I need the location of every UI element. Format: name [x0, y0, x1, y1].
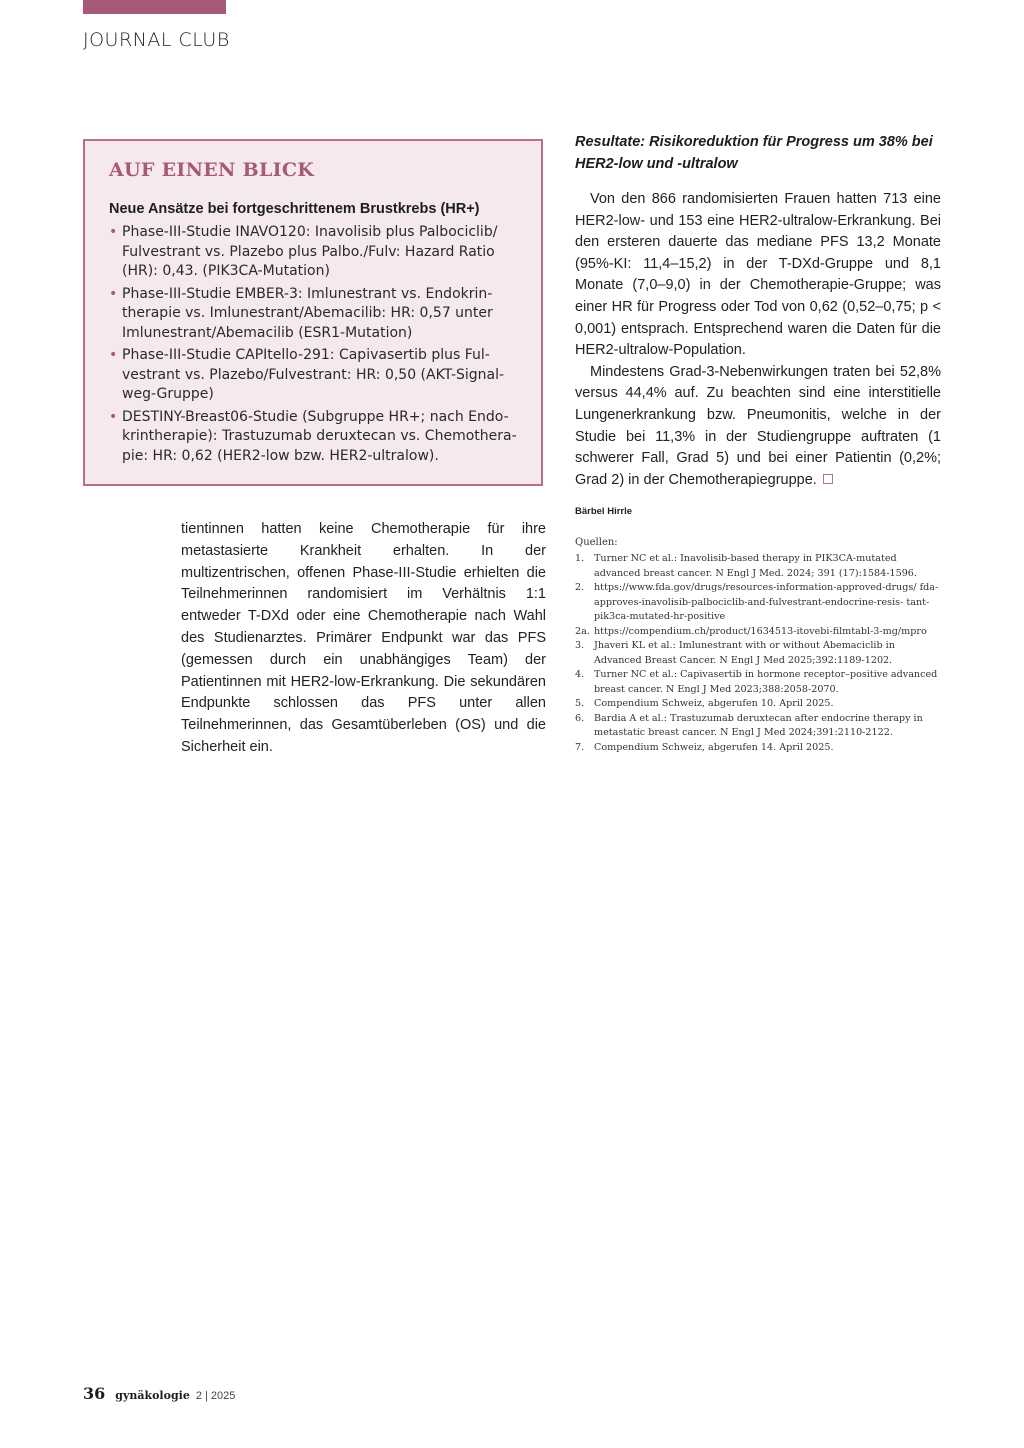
summary-list-item	[109, 408, 519, 467]
reference-number: 6.	[575, 712, 585, 724]
results-paragraph-1: Von den 866 randomisierten Frauen hatten 713 eine HER2-low- und 153 eine HER2-ultralow-Erkrankung. Bei den ersteren dauerte das mediane PFS 13,2 Monate (95%-KI: 11,4–15,2) in der T-DXd-Gruppe und 8,1 Monate (7,0–9,0) in der Chemotherapie-Gruppe; was einer HR für Progress oder Tod von 0,62 (0,52–0,75; p < 0,001) entsprach. Entsprechend waren die Daten für die HER2-ultralow-Population.	[575, 191, 941, 359]
issue-info: 2 | 2025	[195, 1390, 236, 1402]
summary-box	[83, 139, 543, 486]
bullet-icon: •	[109, 347, 118, 363]
results-heading: Resultate: Risikoreduktion für Progress um 38% bei HER2-low und -ultralow	[575, 134, 933, 172]
summary-list-item	[109, 285, 519, 344]
bullet-icon: •	[109, 224, 118, 240]
reference-text: Jhaveri KL et al.: Imlunestrant with or without Abemaciclib in Advanced Breast Cancer. N Engl J Med 2025;392:1189-1202.	[594, 640, 895, 666]
end-square-icon	[823, 474, 833, 484]
reference-text: Turner NC et al.: Capivasertib in hormone receptor–positive advanced breast cancer. N Engl J Med 2023;388:2058-2070.	[594, 669, 938, 695]
reference-item	[575, 741, 941, 756]
summary-item-text: Phase-III-Studie INAVO120: Inavolisib plus Palbociclib/ Fulvestrant vs. Plazebo plus Palbo./Fulv: Hazard Ratio (HR): 0,43. (PIK3CA-Mutation)	[122, 224, 498, 279]
reference-link[interactable]: https://compendium.ch/product/1634513-itovebi-filmtabl-3-mg/mpro	[594, 625, 927, 637]
left-column-text: tientinnen hatten keine Chemotherapie für ihre metastasierte Krankheit erhalten. In der multizentrischen, offenen Phase-III-Studie erhielten die Teilnehmerinnen randomisiert im Verhältnis 1:1 entweder T-DXd oder eine Chemotherapie nach Wahl des Studienarztes. Primärer Endpunkt war das PFS (gemessen durch ein unabhängiges Team) der Patientinnen mit HER2-low-Erkrankung. Die sekundären Endpunkte schlossen das PFS unter allen Teilnehmerinnen, das Gesamtüberleben (OS) und die Sicherheit ein.	[181, 521, 546, 755]
reference-number: 3.	[575, 640, 585, 652]
reference-text: Turner NC et al.: Inavolisib-based therapy in PIK3CA-mutated advanced breast cancer. N Engl J Med. 2024; 391 (17):1584-1596.	[594, 553, 917, 579]
page-number: 36	[83, 1384, 106, 1403]
right-column	[575, 132, 941, 755]
bullet-icon: •	[109, 285, 118, 302]
reference-number: 1.	[575, 553, 585, 565]
section-label: JOURNAL CLUB	[83, 29, 230, 51]
summary-item-text: Phase-III-Studie EMBER-3: Imlunestrant vs. Endokrin- therapie vs. Imlunestrant/Abemacilib: HR: 0,57 unter Imlunestrant/Abemacilib (ESR1-Mutation)	[122, 285, 493, 341]
reference-number: 7.	[575, 741, 585, 753]
reference-text: Compendium Schweiz, abgerufen 14. April 2025.	[594, 741, 834, 753]
summary-box-subtitle: Neue Ansätze bei fortgeschrittenem Brustkrebs (HR+)	[109, 201, 480, 217]
summary-box-title: AUF EINEN BLICK	[109, 159, 315, 181]
results-paragraph-2-text: Mindestens Grad-3-Nebenwirkungen traten bei 52,8% versus 44,4% auf. Zu beachten sind eine interstitielle Lungenerkrankung bzw. Pneumonitis, welche in der Studie bei 11,3% in der Studiengruppe auftraten (1 schwerer Fall, Grad 5) und bei einer Patientin (0,2%; Grad 2) in der Chemotherapiegruppe.	[575, 363, 941, 488]
reference-item	[575, 625, 941, 640]
reference-item	[575, 639, 941, 668]
page-footer	[83, 1384, 235, 1404]
summary-list	[109, 223, 519, 469]
journal-name: gynäkologie	[115, 1389, 190, 1402]
sources-label: Quellen:	[575, 537, 618, 549]
reference-number: 2.	[575, 582, 585, 594]
author: Bärbel Hirrle	[575, 506, 633, 518]
reference-item	[575, 552, 941, 581]
summary-item-text: Phase-III-Studie CAPItello-291: Capivasertib plus Ful- vestrant vs. Plazebo/Fulvestrant: HR: 0,50 (AKT-Signal- weg-Gruppe)	[122, 347, 505, 402]
reference-item	[575, 712, 941, 741]
reference-item	[575, 697, 941, 712]
header-accent-bar	[83, 0, 226, 14]
reference-text: Bardia A et al.: Trastuzumab deruxtecan after endocrine therapy in metastatic breast cancer. N Engl J Med 2024;391:2110-2122.	[594, 712, 923, 739]
reference-item	[575, 581, 941, 625]
reference-text: Compendium Schweiz, abgerufen 10. April 2025.	[594, 698, 834, 710]
reference-number: 2a.	[575, 625, 590, 637]
bullet-icon: •	[109, 408, 118, 425]
summary-list-item	[109, 223, 519, 282]
reference-number: 4.	[575, 669, 585, 681]
reference-link[interactable]: https://www.fda.gov/drugs/resources-information-approved-drugs/ fda-approves-inavolisib-palbociclib-and-fulvestrant-endocrine-resis- tant-pik3ca-mutated-hr-positive	[594, 582, 939, 623]
results-paragraph-2	[575, 362, 941, 492]
summary-list-item	[109, 346, 519, 405]
reference-list	[575, 552, 941, 755]
summary-item-text: DESTINY-Breast06-Studie (Subgruppe HR+; nach Endo- krintherapie): Trastuzumab deruxtecan vs. Chemothera- pie: HR: 0,62 (HER2-low bzw. HER2-ultralow).	[122, 408, 517, 464]
reference-item	[575, 668, 941, 697]
reference-number: 5.	[575, 698, 585, 710]
